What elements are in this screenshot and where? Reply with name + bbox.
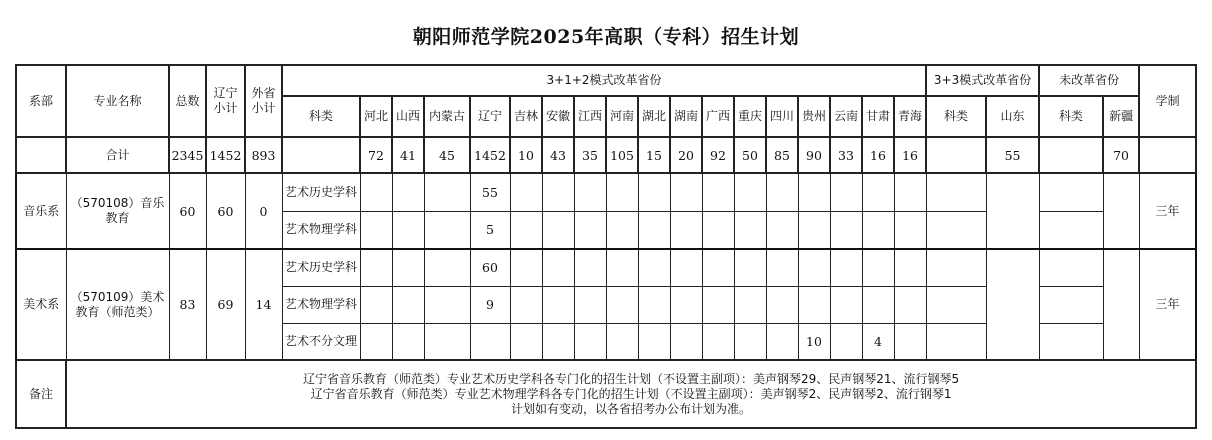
department-music: 音乐系 (16, 173, 66, 249)
header-subject-unreformed: 科类 (1039, 96, 1103, 137)
empty-cell (424, 323, 470, 360)
empty-cell (734, 323, 766, 360)
empty-cell (734, 211, 766, 249)
notes-label: 备注 (16, 360, 66, 428)
fine-arts-subject-unified: 艺术不分文理 (282, 323, 360, 360)
header-province: 江西 (574, 96, 606, 137)
header-department: 系部 (16, 65, 66, 137)
totals-xinjiang: 70 (1103, 137, 1139, 173)
totals-province: 16 (862, 137, 894, 173)
empty-cell (926, 323, 986, 360)
header-province: 甘肃 (862, 96, 894, 137)
empty-cell (734, 173, 766, 211)
empty-cell (1039, 286, 1103, 323)
totals-province: 15 (638, 137, 670, 173)
header-province: 湖南 (670, 96, 702, 137)
music-other-subtotal: 0 (245, 173, 282, 249)
empty-cell (926, 286, 986, 323)
totals-province: 33 (830, 137, 862, 173)
empty-cell (360, 286, 392, 323)
empty-cell (986, 249, 1039, 360)
music-subject-history: 艺术历史学科 (282, 173, 360, 211)
totals-province: 72 (360, 137, 392, 173)
totals-subject-33-cell (926, 137, 986, 173)
header-province: 贵州 (798, 96, 830, 137)
empty-cell (702, 211, 734, 249)
totals-subject-cell (282, 137, 360, 173)
empty-cell (670, 173, 702, 211)
empty-cell (1039, 173, 1103, 211)
fine-arts-unified-guizhou: 10 (798, 323, 830, 360)
totals-province: 105 (606, 137, 638, 173)
empty-cell (734, 286, 766, 323)
totals-other-subtotal: 893 (245, 137, 282, 173)
empty-cell (766, 173, 798, 211)
empty-cell (542, 286, 574, 323)
header-province: 青海 (894, 96, 926, 137)
header-province: 山西 (392, 96, 424, 137)
note-line: 辽宁省音乐教育（师范类）专业艺术历史学科各专门化的招生计划（不设置主副项）：美声钢琴29、民声钢琴21、流行钢琴5 (302, 371, 960, 386)
empty-cell (986, 173, 1039, 249)
empty-cell (702, 173, 734, 211)
music-history-liaoning: 55 (470, 173, 510, 211)
empty-cell (830, 286, 862, 323)
page-title: 朝阳师范学院2025年高职（专科）招生计划 (412, 26, 800, 48)
empty-cell (638, 323, 670, 360)
empty-cell (638, 173, 670, 211)
empty-cell (702, 323, 734, 360)
music-physics-liaoning: 5 (470, 211, 510, 249)
header-total: 总数 (169, 65, 206, 137)
empty-cell (926, 211, 986, 249)
empty-cell (392, 173, 424, 211)
header-province: 辽宁 (470, 96, 510, 137)
empty-cell (574, 211, 606, 249)
empty-cell (798, 249, 830, 286)
fine-arts-other-subtotal: 14 (245, 249, 282, 360)
empty-cell (1039, 249, 1103, 286)
header-group-33: 3+3模式改革省份 (926, 65, 1039, 96)
empty-cell (702, 286, 734, 323)
major-fine-arts-education: （570109）美术教育（师范类） (66, 249, 169, 360)
totals-province: 35 (574, 137, 606, 173)
fine-arts-physics-liaoning: 9 (470, 286, 510, 323)
empty-cell (670, 323, 702, 360)
empty-cell (606, 323, 638, 360)
totals-dept-cell (16, 137, 66, 173)
header-province: 广西 (702, 96, 734, 137)
empty-cell (424, 286, 470, 323)
empty-cell (574, 173, 606, 211)
empty-cell (470, 323, 510, 360)
totals-province: 16 (894, 137, 926, 173)
music-subject-physics: 艺术物理学科 (282, 211, 360, 249)
fine-arts-history-liaoning: 60 (470, 249, 510, 286)
note-line: 辽宁省音乐教育（师范类）专业艺术物理学科各专门化的招生计划（不设置主副项）：美声钢琴2、民声钢琴2、流行钢琴1 (310, 386, 952, 401)
note-line: 计划如有变动，以各省招考办公布计划为准。 (511, 401, 752, 416)
empty-cell (766, 249, 798, 286)
empty-cell (424, 211, 470, 249)
totals-subject-unreformed-cell (1039, 137, 1103, 173)
empty-cell (360, 249, 392, 286)
empty-cell (670, 286, 702, 323)
empty-cell (830, 323, 862, 360)
totals-province: 92 (702, 137, 734, 173)
totals-province: 1452 (470, 137, 510, 173)
fine-arts-liaoning-subtotal: 69 (206, 249, 245, 360)
totals-province: 45 (424, 137, 470, 173)
header-province: 河南 (606, 96, 638, 137)
empty-cell (734, 249, 766, 286)
header-liaoning-subtotal: 辽宁小计 (206, 65, 245, 137)
empty-cell (894, 211, 926, 249)
empty-cell (798, 286, 830, 323)
empty-cell (1039, 323, 1103, 360)
empty-cell (894, 286, 926, 323)
fine-arts-study-years: 三年 (1139, 249, 1196, 360)
empty-cell (766, 211, 798, 249)
empty-cell (542, 323, 574, 360)
totals-total: 2345 (169, 137, 206, 173)
empty-cell (894, 323, 926, 360)
empty-cell (424, 249, 470, 286)
fine-arts-subject-history: 艺术历史学科 (282, 249, 360, 286)
music-study-years: 三年 (1139, 173, 1196, 249)
empty-cell (862, 249, 894, 286)
totals-province: 90 (798, 137, 830, 173)
enrollment-plan-table (15, 64, 1197, 429)
empty-cell (894, 173, 926, 211)
department-fine-arts: 美术系 (16, 249, 66, 360)
empty-cell (510, 249, 542, 286)
totals-province: 41 (392, 137, 424, 173)
empty-cell (510, 323, 542, 360)
empty-cell (360, 173, 392, 211)
empty-cell (392, 323, 424, 360)
totals-province: 43 (542, 137, 574, 173)
fine-arts-subject-physics: 艺术物理学科 (282, 286, 360, 323)
empty-cell (638, 249, 670, 286)
empty-cell (510, 173, 542, 211)
empty-cell (542, 249, 574, 286)
empty-cell (830, 249, 862, 286)
empty-cell (392, 211, 424, 249)
totals-liaoning-subtotal: 1452 (206, 137, 245, 173)
header-province-xinjiang: 新疆 (1103, 96, 1139, 137)
notes-content (66, 360, 1196, 428)
empty-cell (638, 286, 670, 323)
totals-province: 50 (734, 137, 766, 173)
empty-cell (926, 173, 986, 211)
empty-cell (894, 249, 926, 286)
empty-cell (424, 173, 470, 211)
empty-cell (670, 249, 702, 286)
empty-cell (606, 173, 638, 211)
header-subject-33: 科类 (926, 96, 986, 137)
empty-cell (360, 323, 392, 360)
header-province: 重庆 (734, 96, 766, 137)
empty-cell (606, 211, 638, 249)
header-province: 吉林 (510, 96, 542, 137)
empty-cell (766, 323, 798, 360)
header-province: 云南 (830, 96, 862, 137)
empty-cell (392, 286, 424, 323)
empty-cell (606, 249, 638, 286)
fine-arts-total: 83 (169, 249, 206, 360)
empty-cell (606, 286, 638, 323)
totals-shandong: 55 (986, 137, 1039, 173)
header-province: 四川 (766, 96, 798, 137)
empty-cell (392, 249, 424, 286)
empty-cell (574, 286, 606, 323)
totals-province: 85 (766, 137, 798, 173)
totals-province: 10 (510, 137, 542, 173)
music-total: 60 (169, 173, 206, 249)
empty-cell (638, 211, 670, 249)
header-province: 湖北 (638, 96, 670, 137)
fine-arts-unified-gansu: 4 (862, 323, 894, 360)
empty-cell (926, 249, 986, 286)
empty-cell (574, 323, 606, 360)
totals-years-cell (1139, 137, 1196, 173)
header-province: 内蒙古 (424, 96, 470, 137)
empty-cell (510, 286, 542, 323)
empty-cell (830, 173, 862, 211)
totals-label: 合计 (66, 137, 169, 173)
empty-cell (542, 211, 574, 249)
header-province-shandong: 山东 (986, 96, 1039, 137)
empty-cell (862, 211, 894, 249)
empty-cell (510, 211, 542, 249)
header-group-unreformed: 未改革省份 (1039, 65, 1139, 96)
header-other-subtotal: 外省小计 (245, 65, 282, 137)
header-province: 安徽 (542, 96, 574, 137)
empty-cell (1103, 173, 1139, 249)
music-liaoning-subtotal: 60 (206, 173, 245, 249)
empty-cell (766, 286, 798, 323)
empty-cell (360, 211, 392, 249)
totals-province: 20 (670, 137, 702, 173)
empty-cell (1103, 249, 1139, 360)
header-study-years: 学制 (1139, 65, 1196, 137)
empty-cell (670, 211, 702, 249)
empty-cell (542, 173, 574, 211)
empty-cell (798, 211, 830, 249)
header-province: 河北 (360, 96, 392, 137)
empty-cell (798, 173, 830, 211)
empty-cell (1039, 211, 1103, 249)
header-group-312: 3+1+2模式改革省份 (282, 65, 926, 96)
header-subject: 科类 (282, 96, 360, 137)
empty-cell (574, 249, 606, 286)
header-major: 专业名称 (66, 65, 169, 137)
empty-cell (702, 249, 734, 286)
major-music-education: （570108）音乐教育 (66, 173, 169, 249)
empty-cell (830, 211, 862, 249)
empty-cell (862, 286, 894, 323)
empty-cell (862, 173, 894, 211)
